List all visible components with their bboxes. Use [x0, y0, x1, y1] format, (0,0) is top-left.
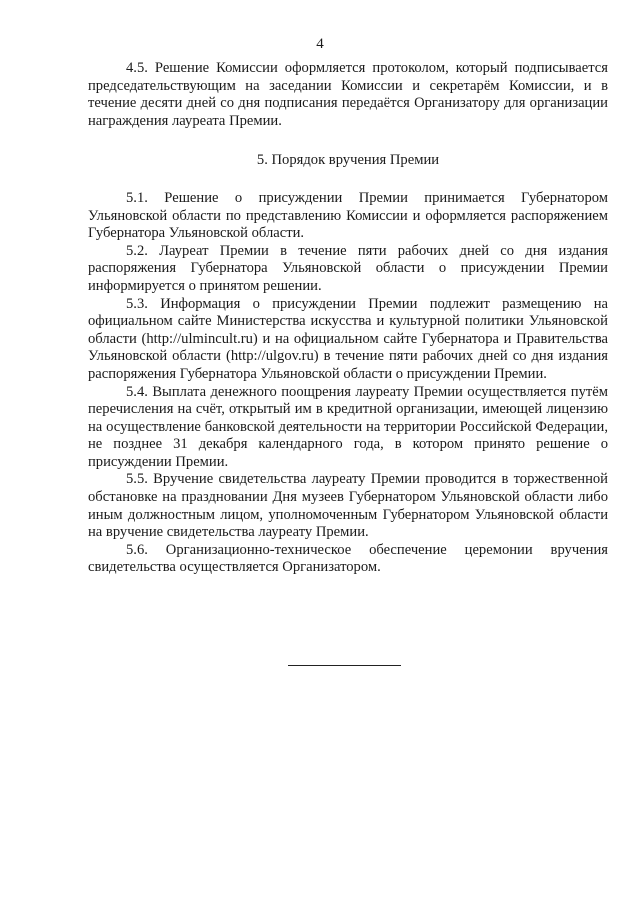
- paragraph-4-5: 4.5. Решение Комиссии оформляется протоколом, который подписывается председательствующим на заседании Комиссии и секретарём Комиссии, и в течение десяти дней со дня подписания передаётся Организатору для организации награждения лауреата Премии.: [88, 60, 608, 129]
- section-heading: 5. Порядок вручения Премии: [256, 152, 440, 169]
- page-number: 4: [316, 36, 324, 52]
- paragraph-5-3: 5.3. Информация о присуждении Премии подлежит размещению на официальном сайте Министерства искусства и культурной политики Ульяновской области (http://ulmincult.ru) и на официальном сайте Губернатора и Правительства Ульяновской области (http://ulgov.ru) в течение пяти рабочих дней со дня издания распоряжения Губернатора Ульяновской области о присуждении Премии.: [88, 295, 608, 382]
- paragraph-5-6: 5.6. Организационно-техническое обеспечение церемонии вручения свидетельства осуществляется Организатором.: [88, 541, 608, 576]
- paragraph-5-1: 5.1. Решение о присуждении Премии принимается Губернатором Ульяновской области по представлению Комиссии и оформляется распоряжением Губернатора Ульяновской области.: [88, 189, 608, 242]
- paragraph-5-5: 5.5. Вручение свидетельства лауреату Премии проводится в торжественной обстановке на праздновании Дня музеев Губернатором Ульяновской области либо иным должностным лицом, уполномоченным Губернатором Ульяновской области на вручение свидетельства лауреату Премии.: [88, 471, 608, 541]
- paragraph-5-4: 5.4. Выплата денежного поощрения лауреату Премии осуществляется путём перечисления на счёт, открытый им в кредитной организации, имеющей лицензию на осуществление банковской деятельности на территории Российской Федерации, не позднее 31 декабря календарного года, в котором принято решение о присуждении Премии.: [88, 383, 608, 470]
- document-body: [88, 60, 608, 577]
- paragraph-5-2: 5.2. Лауреат Премии в течение пяти рабочих дней со дня издания распоряжения Губернатора Ульяновской области о присуждении Премии информируется о принятом решении.: [88, 242, 608, 294]
- end-separator-line: [288, 665, 401, 666]
